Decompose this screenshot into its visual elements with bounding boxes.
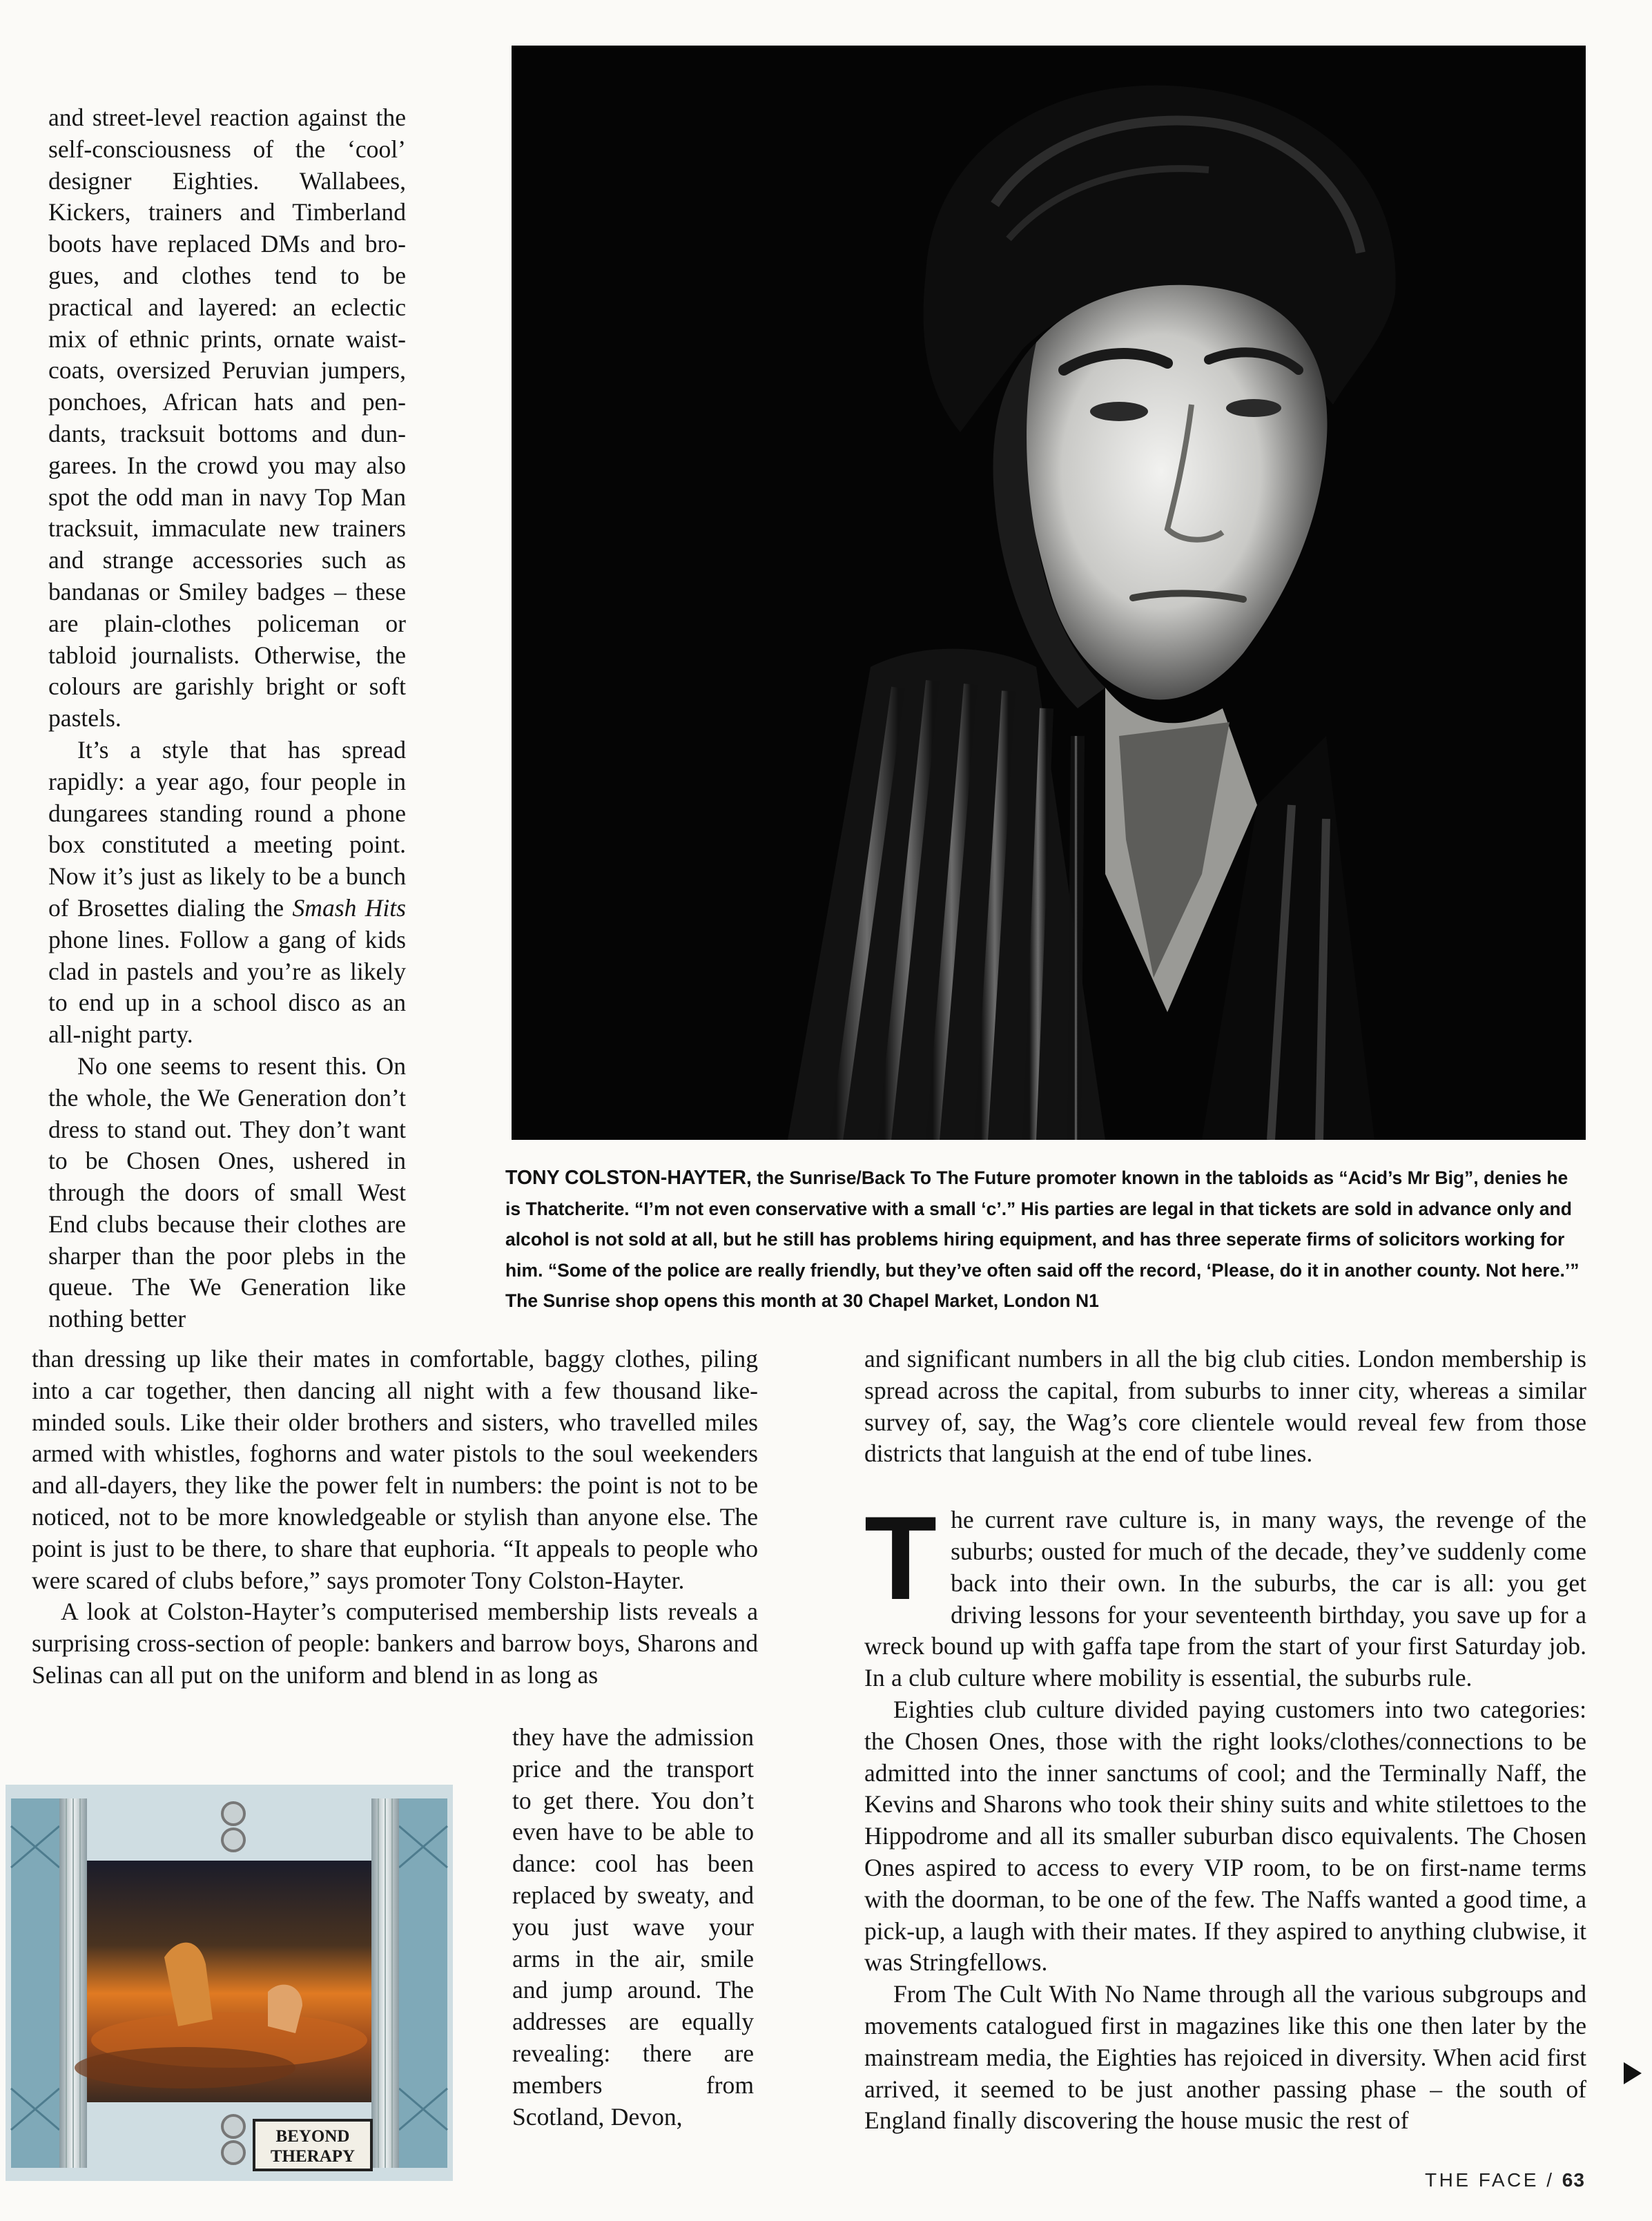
paragraph-membership: A look at Colston-Hayter’s computerised membership lists reveals a surprising cross-section of people: bankers and barrow boys, Sharons and Selinas can all put on the uniform and blend in as long as — [32, 1598, 758, 1689]
album-cover-artwork — [6, 1785, 453, 2181]
portrait-photo — [512, 46, 1586, 1140]
article-column-left-top — [48, 102, 406, 1335]
paragraph-style: and street-level reaction against the self-consciousness of the ‘cool’ designer Eighties. Wallabees, Kickers, trainers and Timberland boots have replaced DMs and brogues, and clothes tend to be practical and layered: an eclectic mix of ethnic prints, ornate waistcoats, oversized Peruvian jumpers, ponchoes, African hats and pendants, tracksuit bottoms and dungarees. In the crowd you may also spot the odd man in navy Top Man tracksuit, immaculate new trainers and strange accessories such as bandanas or Smiley badges – these are plain-clothes policeman or tabloid journalists. Otherwise, the colours are garishly bright or soft pastels. — [48, 104, 406, 733]
paragraph-london-membership: and significant numbers in all the big club cities. London membership is spread across the capital, from suburbs to inner city, whereas a similar survey of, say, the Wag’s core clientele would reveal few from those districts that languish at the end of tube lines. — [864, 1345, 1586, 1468]
paragraph-cult-with-no-name: From The Cult With No Name through all the various subgroups and movements catalogued first in magazines like this one then later by the mainstream media, the Eighties has rejoiced in diversity. When acid first arrived, it seemed to be just another passing phase – the south of England finally discovering the house music the rest of — [864, 1980, 1586, 2135]
page-number: 63 — [1562, 2169, 1585, 2191]
drop-cap: T — [864, 1492, 937, 1625]
text-run: he current rave culture is, in many ways, the revenge of the suburbs; ousted for much of the decade, they’ve suddenly come back into their own. In the suburbs, the car is all: you get driving lessons for your seventeenth birthday, you save up for a wreck bound up with gaffa tape from the start of your first Saturday job. In a club culture where mobility is essential, the suburbs rule. — [864, 1506, 1586, 1692]
article-column-right — [864, 1344, 1586, 2137]
text-run: It’s a style that has spread rapidly: a year ago, four people in dungarees standing round a phone box constituted a meeting point. Now it’s just as likely to be a bunch of Brosettes dialing the — [48, 735, 406, 922]
paragraph-eighties-club-culture: Eighties club culture divided paying customers into two categories: the Chosen Ones, those with the right looks/clothes/connections to be admitted into the inner sanctums of cool; and the Terminally Naff, the Kevins and Sharons who took their shiny suits and white stilettoes to the Hippodrome and all its smaller suburban disco equivalents. The Chosen Ones aspired to access to every VIP room, to be on first-name terms with the doorman, to be one of the few. The Naffs wanted a good time, a pick-up, a laugh with their mates. If they aspired to anything clubwise, it was Stringfellows. — [864, 1695, 1586, 1977]
caption-text: the Sunrise/Back To The Future promoter known in the tabloids as “Acid’s Mr Big”, denies he is Thatcherite. “I’m not even conservative with a small ‘c’.” His parties are legal in that tickets are sold in advance only and alcohol is not sold at all, but he still has problems hiring equipment, and has three seperate firms of solicitors working for him. “Some of the police are really friendly, but they’ve often said off the record, ‘Please, do it in another county. Not here.’” The Sunrise shop opens this month at 30 Chapel Market, London N1 — [505, 1167, 1580, 1311]
paragraph-we-generation: No one seems to resent this. On the whole, the We Generation don’t dress to stand out. They don’t want to be Chosen Ones, ushered in through the doors of small West End clubs because their clothes are sharper than the poor plebs in the queue. The We Generation like nothing better — [48, 1051, 406, 1333]
text-run: phone lines. Follow a gang of kids clad in pastels and you’re as likely to end up in a school disco as an all-night party. — [48, 925, 406, 1049]
magazine-title: Smash Hits — [292, 893, 407, 922]
article-column-left-wide — [32, 1344, 758, 1691]
paragraph-dressing-up: than dressing up like their mates in comfortable, baggy clothes, piling into a car together, then dancing all night with a few thousand like-minded souls. Like their older brothers and sisters, who travelled miles armed with whistles, foghorns and water pistols to the soul weekenders and all-dayers, they like the power felt in numbers: the point is not to be noticed, not to be more knowledgeable or stylish than anyone else. The point is just to be there, to share that euphoria. “It appeals to people who were scared of clubs before,” says promoter Tony Colston-Hayter. — [32, 1345, 758, 1594]
article-column-left-narrow — [512, 1722, 754, 2133]
footer-magazine-name: THE FACE / — [1425, 2169, 1555, 2191]
portrait-illustration — [512, 46, 1586, 1140]
right-triangle-icon — [1622, 2061, 1643, 2086]
caption-name: TONY COLSTON-HAYTER, — [505, 1167, 752, 1189]
page-footer — [1425, 2169, 1591, 2197]
paragraph-rave-culture — [864, 1492, 1586, 1694]
photo-caption — [505, 1163, 1586, 1317]
album-cover-image — [6, 1785, 453, 2181]
paragraph-style-spread — [48, 735, 406, 1051]
paragraph-admission: they have the admission price and the transport to get there. You don’t even have to be able to dance: cool has been replaced by sweaty, and you just wave your arms in the air, smile and jump around. The addresses are equally revealing: there are members from Scotland, Devon, — [512, 1723, 754, 2131]
album-label-line1: BEYOND — [275, 2127, 350, 2146]
album-label-line2: THERAPY — [270, 2147, 356, 2166]
